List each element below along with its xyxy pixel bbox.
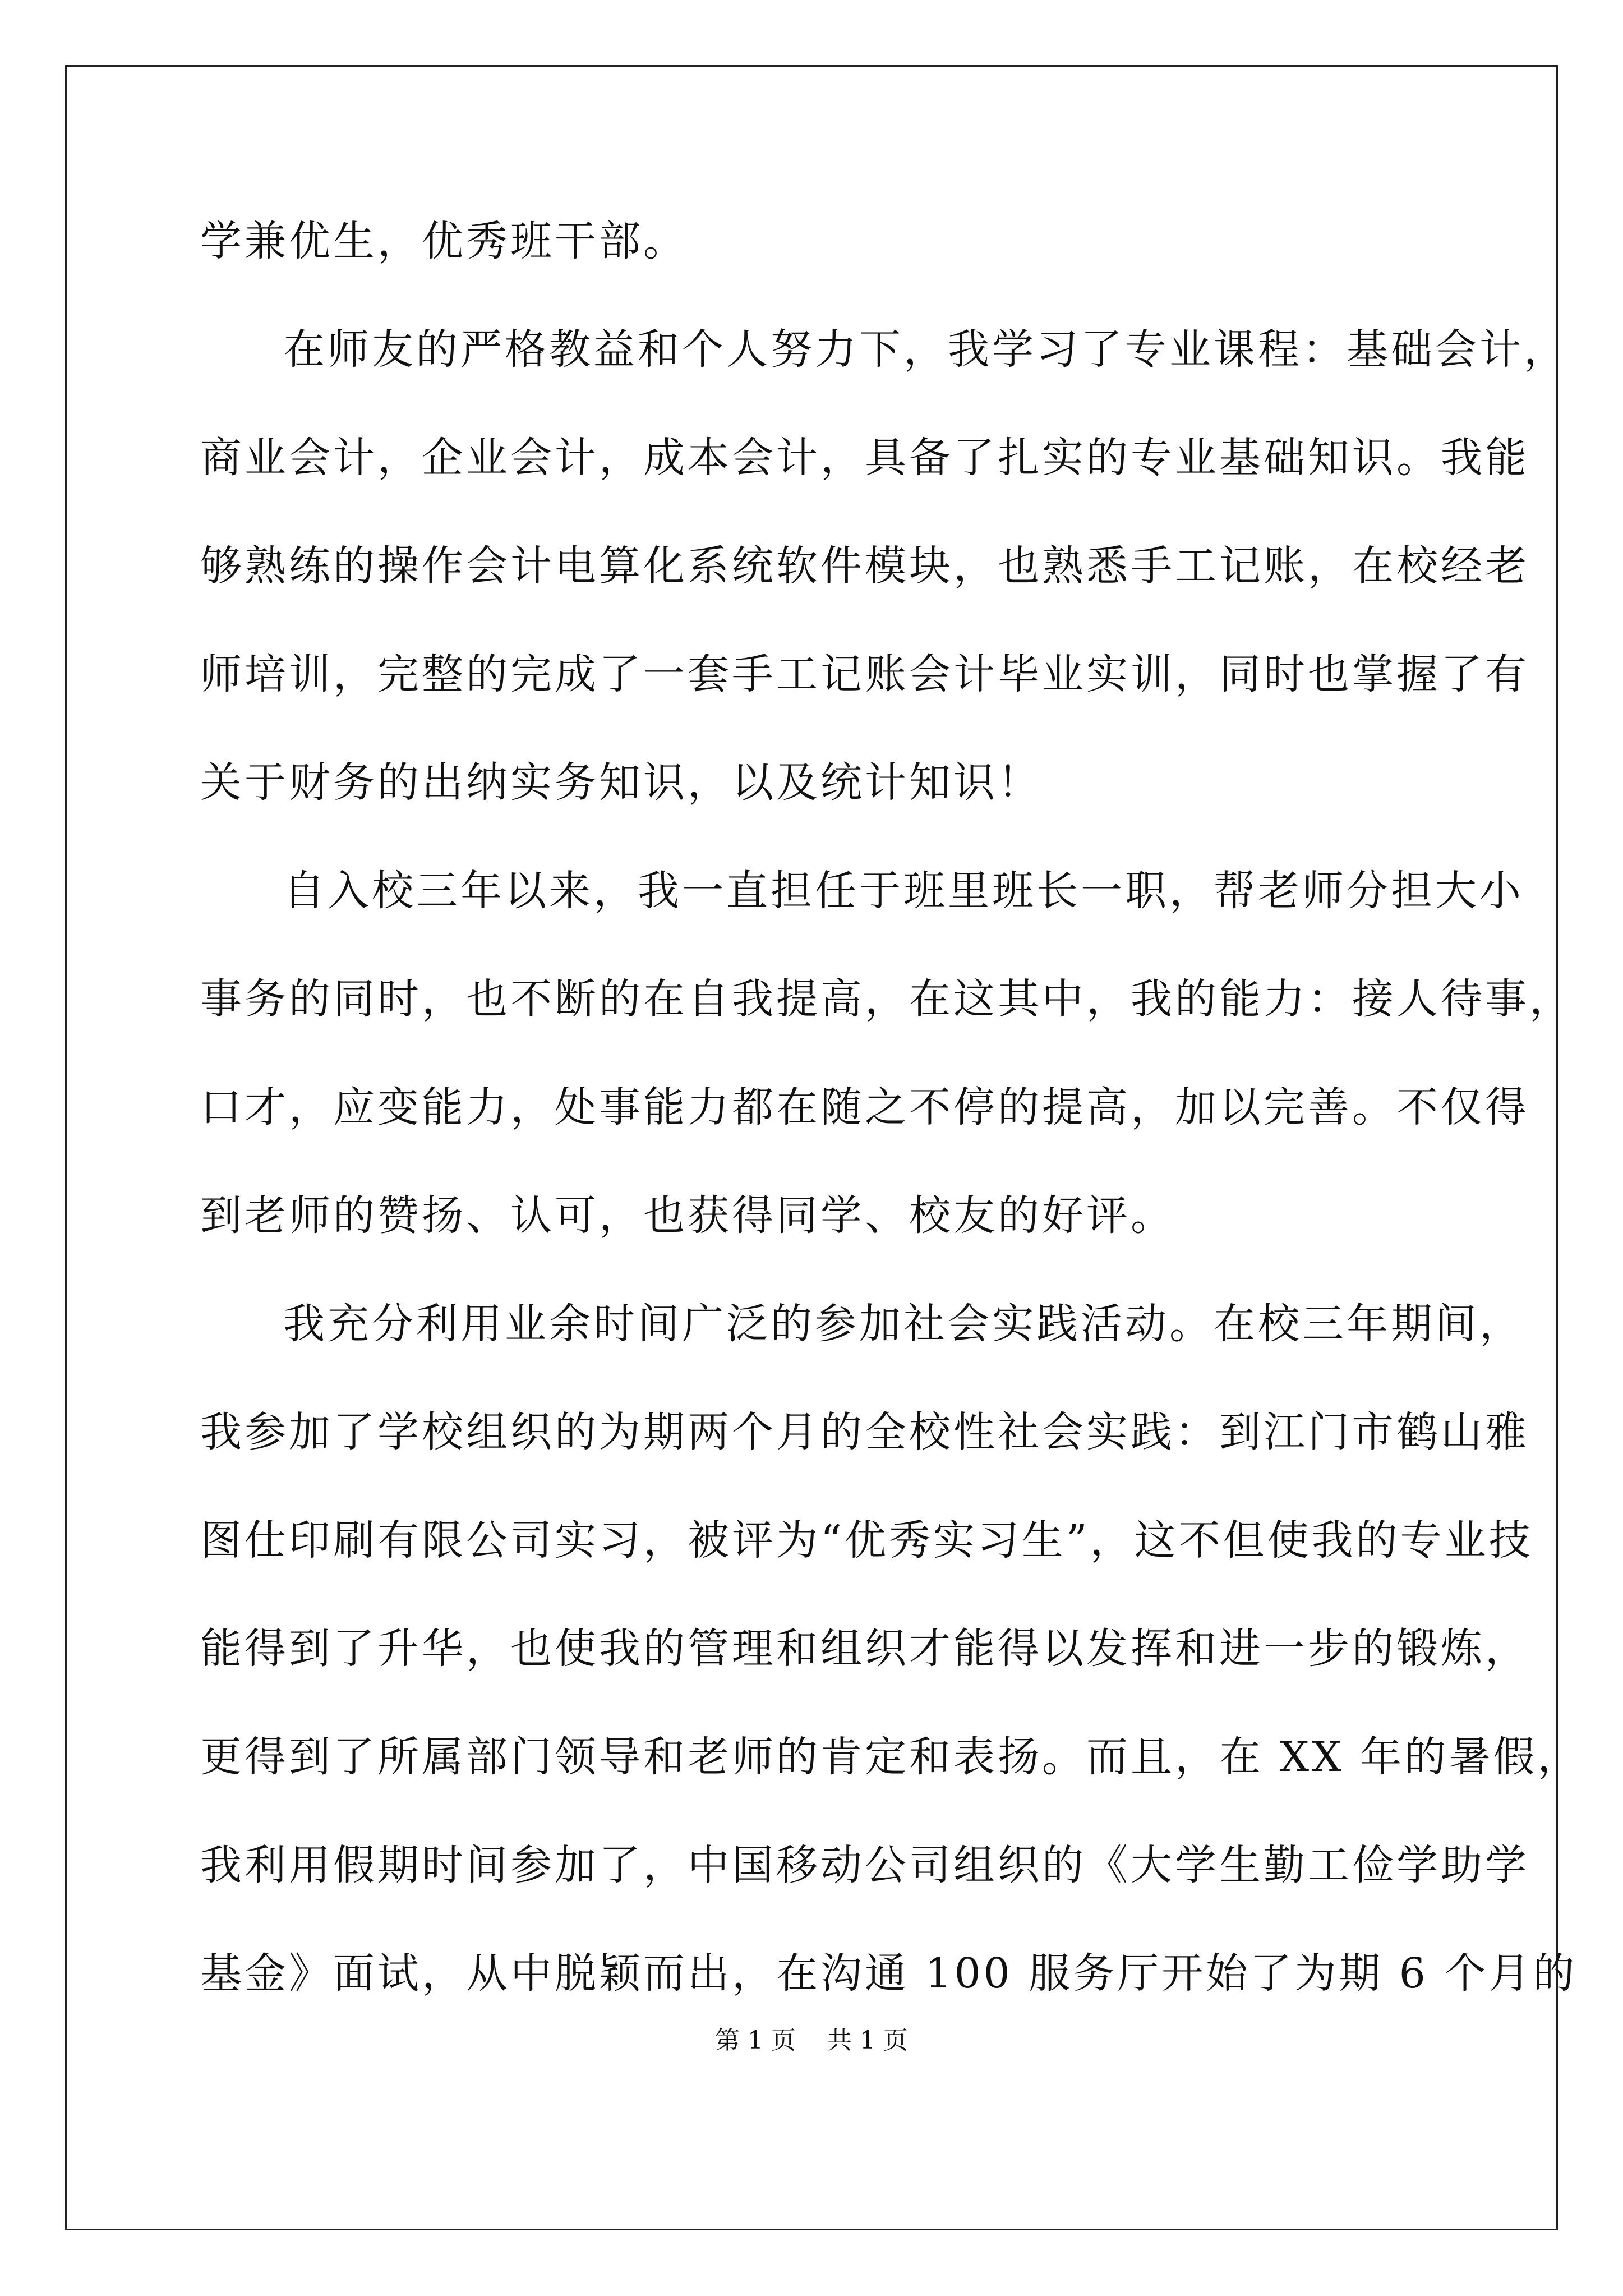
text-line: 基金》面试，从中脱颖而出，在沟通 100 服务厅开始了为期 6 个月的 xyxy=(200,1949,1578,1998)
document-body xyxy=(200,208,1582,2048)
text-line: 在师友的严格教益和个人努力下，我学习了专业课程：基础会计， xyxy=(283,325,1568,374)
text-line: 更得到了所属部门领导和老师的肯定和表扬。而且，在 XX 年的暑假， xyxy=(200,1733,1582,1781)
text-line: 关于财务的出纳实务知识，以及统计知识！ xyxy=(200,758,1042,807)
text-line: 到老师的赞扬、认可，也获得同学、校友的好评。 xyxy=(200,1191,1175,1240)
text-line: 能得到了升华，也使我的管理和组织才能得以发挥和进一步的锻炼， xyxy=(200,1625,1529,1673)
text-line: 我参加了学校组织的为期两个月的全校性社会实践：到江门市鹤山雅 xyxy=(200,1408,1529,1456)
page-number-footer: 第 1 页 共 1 页 xyxy=(715,2026,908,2055)
text-line: 口才，应变能力，处事能力都在随之不停的提高，加以完善。不仅得 xyxy=(200,1083,1529,1131)
text-line: 我充分利用业余时间广泛的参加社会实践活动。在校三年期间， xyxy=(283,1300,1524,1348)
text-line: 够熟练的操作会计电算化系统软件模块，也熟悉手工记账，在校经老 xyxy=(200,542,1529,590)
text-line: 自入校三年以来，我一直担任于班里班长一职，帮老师分担大小 xyxy=(283,867,1524,915)
text-line: 事务的同时，也不断的在自我提高，在这其中，我的能力：接人待事， xyxy=(200,975,1574,1023)
text-line: 我利用假期时间参加了，中国移动公司组织的《大学生勤工俭学助学 xyxy=(200,1841,1529,1889)
text-line: 师培训，完整的完成了一套手工记账会计毕业实训，同时也掌握了有 xyxy=(200,650,1529,698)
text-line: 学兼优生，优秀班干部。 xyxy=(200,217,688,265)
text-line: 商业会计，企业会计，成本会计，具备了扎实的专业基础知识。我能 xyxy=(200,434,1529,482)
text-line: 图仕印刷有限公司实习，被评为“优秀实习生”，这不但使我的专业技 xyxy=(200,1516,1533,1565)
